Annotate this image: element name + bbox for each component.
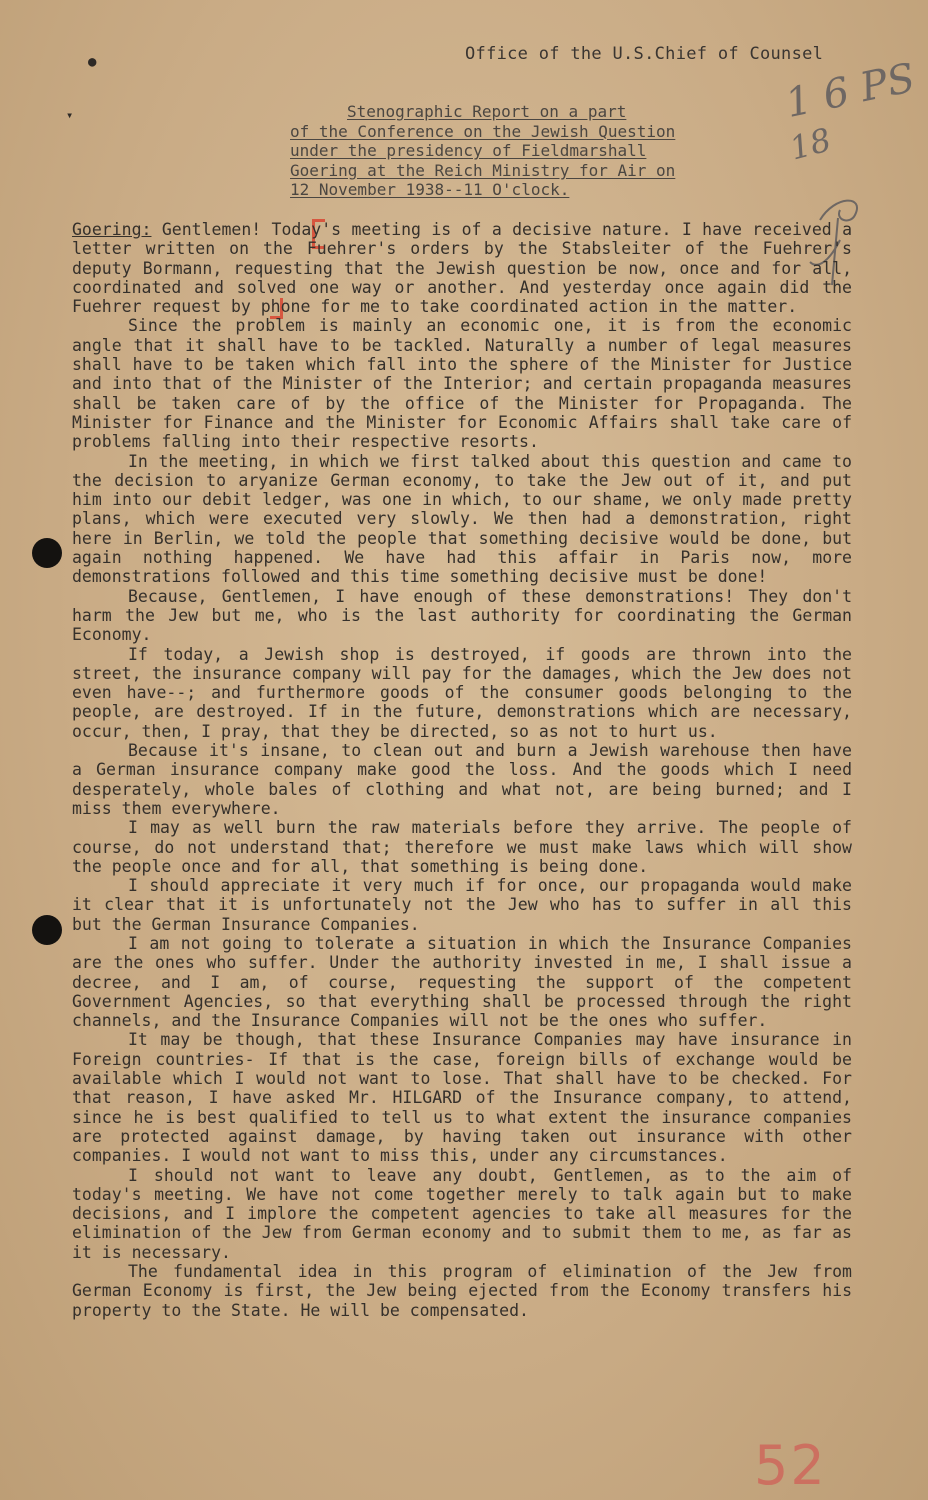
paragraph: I am not going to tolerate a situation in which the Insurance Companies are the ones who suffer. Under the authority invested in me, I shall issue a decree, and I am, of course, requesting the support of the competent Government Agencies, so that everything shall be processed through the right channels, and the Insurance Companies will not be the ones who suffer. — [72, 933, 852, 1031]
title-line: Stenographic Report on a part — [347, 102, 627, 121]
paragraph: Because it's insane, to clean out and burn a Jewish warehouse then have a German insurance company make good the loss. And the goods which I need desperately, whole bales of clothing and what not, are being burned; and I miss them everywhere. — [72, 741, 852, 818]
paragraph: Since the problem is mainly an economic one, it is from the economic angle that it shall have to be tackled. Naturally a number of legal measures shall have to be taken which fall into the sphere of the Minister for Justice and into that of the Minister of the Interior; and certain propaganda measures shall be taken care of by the office of the Minister for Propaganda. The Minister for Finance and the Minister for Economic Affairs shall take care of problems falling into their respective resorts. — [72, 316, 852, 452]
paragraph: I should not want to leave any doubt, Gentlemen, as to the aim of today's meeting. We have not come together merely to talk again but to make decisions, and I implore the competent agencies to take all measures for the elimination of the Jew from German economy and to submit them to me, as far as it is necessary. — [72, 1165, 852, 1262]
report-body — [72, 220, 852, 1320]
page-number: 52 — [754, 1434, 827, 1497]
margin-mark: ▾ — [66, 108, 74, 122]
margin-dot: ● — [88, 54, 97, 70]
title-line: 12 November 1938--11 O'clock. — [290, 180, 570, 199]
report-title — [290, 102, 760, 200]
handwritten-number: 18 — [785, 120, 835, 168]
paragraph: If today, a Jewish shop is destroyed, if goods are thrown into the street, the insurance company will pay for the damages, which the Jew does not even have--; and furthermore goods of the consumer goods belonging to the people, are destroyed. If in the future, demonstrations which are necessary, occur, then, I pray, that they be directed, so as not to hurt us. — [72, 644, 852, 741]
paragraph: Because, Gentlemen, I have enough of these demonstrations! They don't harm the Jew but me, who is the last authority for coordinating the German Economy. — [72, 586, 852, 645]
title-line: Goering at the Reich Ministry for Air on — [290, 160, 676, 180]
title-line: of the Conference on the Jewish Question — [290, 121, 676, 141]
paragraph: I should appreciate it very much if for once, our propaganda would make it clear that it is unfortunately not the Jew who has to suffer in all this but the German Insurance Companies. — [72, 876, 852, 934]
punch-hole — [32, 538, 62, 568]
paragraph: I may as well burn the raw materials before they arrive. The people of course, do not understand that; therefore we must make laws which will show the people once and for all, that something is being done. — [72, 818, 852, 876]
title-line: under the presidency of Fieldmarshall — [290, 141, 647, 160]
office-header: Office of the U.S.Chief of Counsel — [465, 44, 824, 64]
handwritten-document-code: 1 6 PS — [781, 54, 920, 128]
paragraph: In the meeting, in which we first talked about this question and came to the decision to aryanize German economy, to take the Jew out of it, and put him into our debit ledger, was one in which, to our shame, we only made pretty plans, which were executed very slowly. We then had a demonstration, right here in Berlin, we told the people that something decisive would be done, but again nothing happened. We have had this affair in Paris now, more demonstrations followed and this time something decisive must be done! — [72, 451, 852, 587]
paragraph — [72, 220, 852, 316]
paragraph: The fundamental idea in this program of elimination of the Jew from German Economy is first, the Jew being ejected from the Economy transfers his property to the State. He will be compensated. — [72, 1262, 852, 1320]
punch-hole — [32, 915, 62, 945]
speaker-name: Goering: — [72, 220, 152, 239]
paragraph-text: Gentlemen! Today's meeting is of a decisive nature. I have received a letter written on the Fuehrer's orders by the Stabsleiter of the Fuehrer's deputy Bormann, requesting that the Jewish question be now, once and for all, coordinated and solved one way or another. And yesterday once again did the Fuehrer request by phone for me to take coordinated action in the matter. — [72, 220, 853, 317]
paragraph: It may be though, that these Insurance Companies may have insurance in Foreign countries- If that is the case, foreign bills of exchange would be available which I would not want to lose. That shall have to be checked. For that reason, I have asked Mr. HILGARD of the Insurance company, to attend, since he is best qualified to tell us to what extent the insurance companies are protected against damage, by having taken out insurance with other companies. I would not want to miss this, under any circumstances. — [72, 1030, 852, 1166]
